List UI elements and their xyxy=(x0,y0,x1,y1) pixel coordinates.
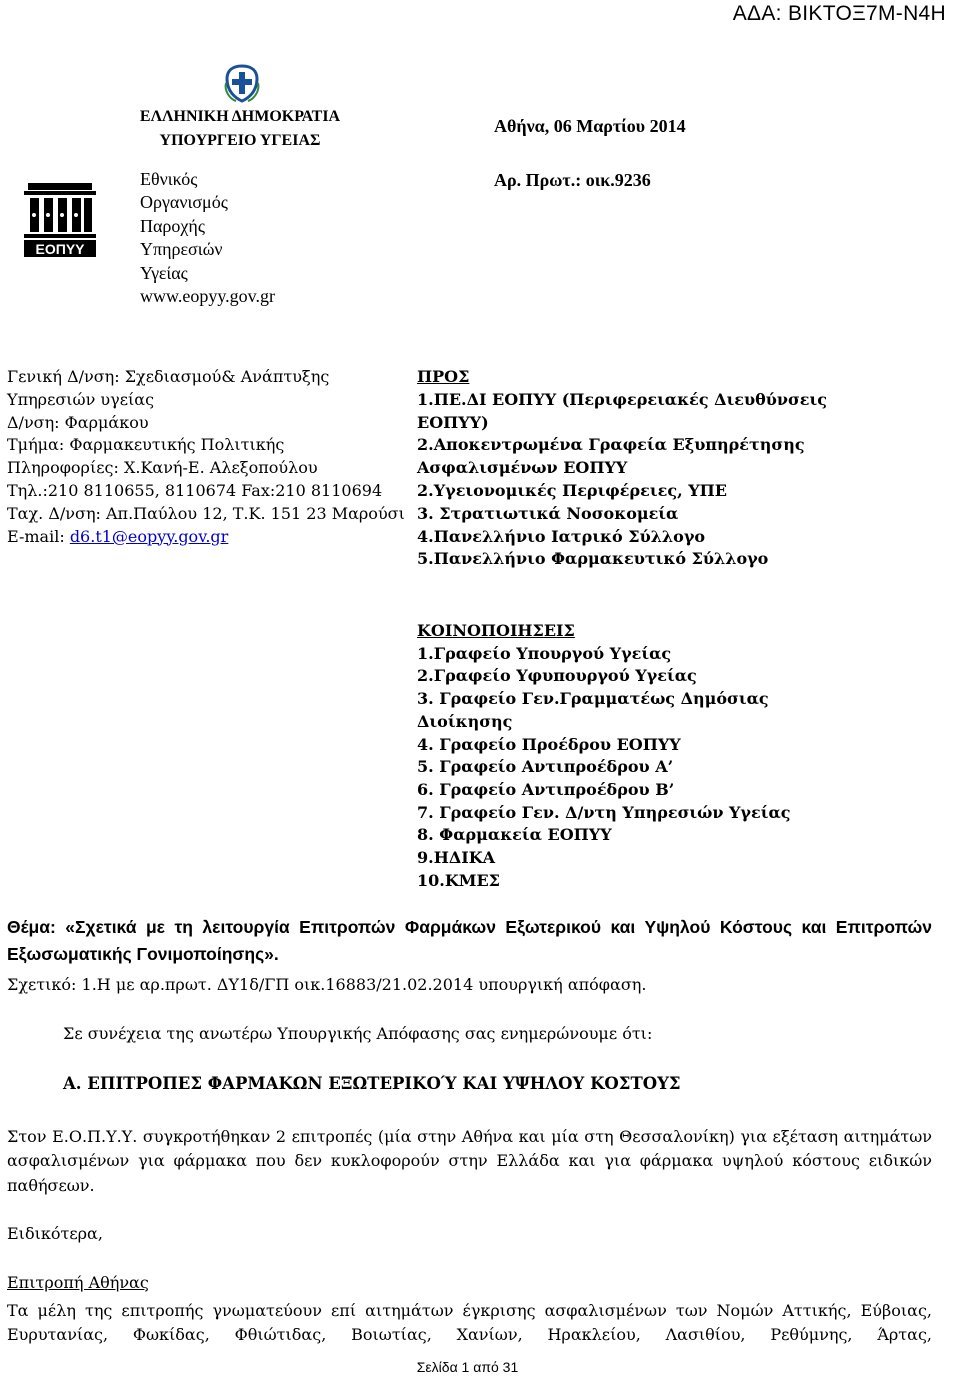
recipient-item: 2.Αποκεντρωμένα Γραφεία Εξυπηρέτησης xyxy=(417,435,805,455)
section-a-heading: Α. ΕΠΙΤΡΟΠΕΣ ΦΑΡΜΑΚΩΝ ΕΞΩΤΕΡΙΚΟΎ ΚΑΙ ΥΨΗΛΟΥ ΚΟΣΤΟΥΣ xyxy=(63,1074,681,1093)
notification-item: 5. Γραφείο Αντιπροέδρου Α’ xyxy=(417,757,674,777)
notification-item: 3. Γραφείο Γεν.Γραμματέως Δημόσιας xyxy=(417,689,769,709)
email-label: E-mail: xyxy=(7,526,70,546)
sender-address: Ταχ. Δ/νση: Απ.Παύλου 12, Τ.Κ. 151 23 Μαρούσι xyxy=(7,503,405,523)
org-line: Υγείας xyxy=(140,262,188,283)
ada-code: ΑΔΑ: ΒΙΚΤΟΞ7Μ-Ν4Η xyxy=(732,2,946,25)
notification-item: 2.Γραφείο Υφυπουργού Υγείας xyxy=(417,666,697,686)
sender-block xyxy=(7,366,405,548)
recipient-item: Ασφαλισμένων ΕΟΠΥΥ xyxy=(417,458,628,478)
notifications-heading: ΚΟΙΝΟΠΟΙΗΣΕΙΣ xyxy=(417,621,575,640)
org-line: Υπηρεσιών xyxy=(140,239,223,260)
greek-coat-of-arms-icon xyxy=(222,63,262,103)
specifically-text: Ειδικότερα, xyxy=(7,1224,103,1243)
related-reference: Σχετικό: 1.Η με αρ.πρωτ. ΔΥ1δ/ΓΠ οικ.16883/21.02.2014 υπουργική απόφαση. xyxy=(7,975,647,994)
org-line: Οργανισμός xyxy=(140,192,228,213)
notification-item: 6. Γραφείο Αντιπροέδρου Β’ xyxy=(417,779,675,799)
email-link[interactable]: d6.t1@eopyy.gov.gr xyxy=(69,526,229,546)
sender-line: Πληροφορίες: Χ.Κανή-Ε. Αλεξοπούλου xyxy=(7,458,318,478)
org-website: www.eopyy.gov.gr xyxy=(140,286,275,307)
page-footer: Σελίδα 1 από 31 xyxy=(416,1359,519,1375)
ministry-line-health: ΥΠΟΥΡΓΕΙΟ ΥΓΕΙΑΣ xyxy=(159,132,321,149)
subject-line: Θέμα: «Σχετικά με τη λειτουργία Επιτροπών Φαρμάκων Εξωτερικού και Υψηλού Κόστους και Επιτροπών Εξωσωματικής Γονιμοποίησης». xyxy=(7,917,932,964)
athens-committee-heading: Επιτροπή Αθήνας xyxy=(7,1273,149,1292)
notification-item: 9.ΗΔΙΚΑ xyxy=(417,848,496,868)
document-date: Αθήνα, 06 Μαρτίου 2014 xyxy=(494,116,686,136)
sender-phone: Τηλ.:210 8110655, 8110674 Fax:210 8110694 xyxy=(7,480,383,500)
intro-text: Σε συνέχεια της ανωτέρω Υπουργικής Απόφασης σας ενημερώνουμε ότι: xyxy=(63,1024,653,1043)
sender-line: Τμήμα: Φαρμακευτικής Πολιτικής xyxy=(7,435,285,455)
eopyy-logo-icon xyxy=(24,183,96,257)
organization-block xyxy=(140,168,275,308)
sender-line: Γενική Δ/νση: Σχεδιασμού& Ανάπτυξης xyxy=(7,367,330,386)
notifications-block xyxy=(417,620,857,892)
protocol-number: Αρ. Πρωτ.: οικ.9236 xyxy=(494,170,651,190)
notification-item: 10.ΚΜΕΣ xyxy=(417,870,500,890)
notification-item: 8. Φαρμακεία ΕΟΠΥΥ xyxy=(417,825,612,845)
ministry-line-republic: ΕΛΛΗΝΙΚΗ ΔΗΜΟΚΡΑΤΙΑ xyxy=(139,108,341,125)
paragraph-athens-members: Τα μέλη της επιτροπής γνωματεύουν επί αιτημάτων έγκρισης ασφαλισμένων των Νομών Αττικής, Εύβοιας, Ευρυτανίας, Φωκίδας, Φθιώτιδας, Βοιωτίας, Χανίων, Ηρακλείου, Λασιθίου, Ρεθύμνης, Άρτας, xyxy=(7,1301,932,1345)
sender-email-line xyxy=(7,526,405,549)
org-line: Παροχής xyxy=(140,215,205,236)
notification-item: 1.Γραφείο Υπουργού Υγείας xyxy=(417,643,672,663)
ministry-block xyxy=(70,105,410,153)
recipient-item: 5.Πανελλήνιο Φαρμακευτικό Σύλλογο xyxy=(417,549,769,569)
sender-line: Δ/νση: Φαρμάκου xyxy=(7,412,149,432)
recipients-heading: ΠΡΟΣ xyxy=(417,367,470,386)
notification-item: 7. Γραφείο Γεν. Δ/ντη Υπηρεσιών Υγείας xyxy=(417,802,791,822)
recipient-item: 1.ΠΕ.ΔΙ ΕΟΠΥΥ (Περιφερειακές Διευθύνσεις xyxy=(417,389,828,409)
sender-line: Υπηρεσιών υγείας xyxy=(7,389,155,409)
notification-item: 4. Γραφείο Προέδρου ΕΟΠΥΥ xyxy=(417,734,681,754)
paragraph-committees: Στον Ε.Ο.Π.Υ.Υ. συγκροτήθηκαν 2 επιτροπές (μία στην Αθήνα και μία στη Θεσσαλονίκη) για εξέταση αιτημάτων ασφαλισμένων για φάρμακα που δεν κυκλοφορούν στην Ελλάδα και για φάρμακα υψηλού κόστους ειδικών παθήσεων. xyxy=(7,1127,932,1195)
recipient-item: 4.Πανελλήνιο Ιατρικό Σύλλογο xyxy=(417,526,706,546)
recipient-item: ΕΟΠΥΥ) xyxy=(417,412,489,432)
recipient-item: 2.Υγειονομικές Περιφέρειες, ΥΠΕ xyxy=(417,480,727,500)
notification-item: Διοίκησης xyxy=(417,711,513,731)
recipients-block xyxy=(417,366,837,571)
recipient-item: 3. Στρατιωτικά Νοσοκομεία xyxy=(417,503,679,523)
org-line: Εθνικός xyxy=(140,169,198,189)
eopyy-logo-text: ΕΟΠΥΥ xyxy=(35,241,85,257)
